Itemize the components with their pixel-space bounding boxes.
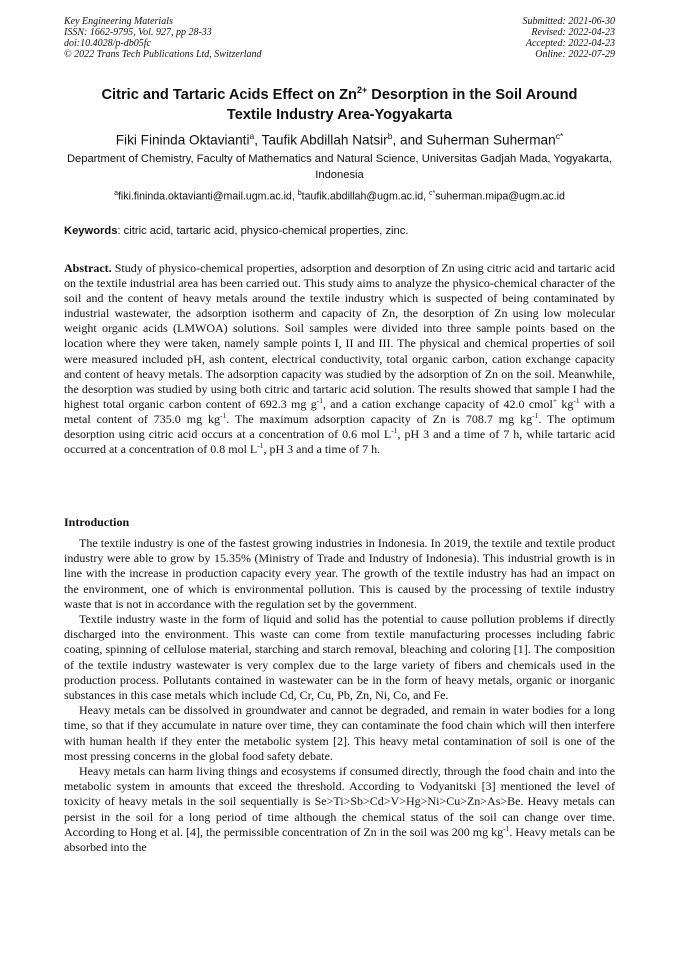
paper-title — [64, 80, 615, 125]
email-link[interactable]: taufik.abdillah@ugm.ac.id, — [301, 190, 429, 203]
submission-dates — [523, 16, 616, 60]
abstract-text: . The maximum adsorption capacity of Zn is 708.7 mg kg — [226, 411, 533, 426]
introduction-body — [64, 536, 615, 855]
title-part-2: Desorption in the Soil Around — [367, 86, 578, 103]
abstract-sup: -1 — [220, 410, 227, 420]
journal-info — [64, 16, 262, 60]
keywords-label: Keywords — [64, 225, 118, 237]
email-mark: c* — [428, 190, 436, 197]
paragraph-text: . Heavy metals can be absorbed into the — [64, 824, 616, 855]
abstract-text: Study of physico-chemical properties, adsorption and desorption of Zn using citric acid and tartaric acid on the textile industrial area has been carried out. This study aims to analyze the physico-chemical character of the soil and the content of heavy metals around the textile industry which is suspected of being contaminated by industrial wastewater, the adsorption isotherm and capacity of Zn, the desorption of Zn using low molecular weight organic acids (LMWOA) solutions. Soil samples were divided into three sample points based on the location where they were taken, namely sample points I, II and III. The physical and chemical properties of soil were measured included pH, ash content, electrical conductivity, total organic carbon, cation exchange capacity and content of heavy metals. The adsorption capacity was studied by the adsorption of Zn on the soil. Meanwhile, the desorption was studied by using both citric and tartaric acid solution. The results showed that sample I had the highest total organic carbon content of 692.3 mg g — [64, 261, 615, 411]
paragraph — [64, 764, 615, 855]
abstract-text: , pH 3 and a time of 7 h. — [263, 442, 381, 457]
journal-header — [64, 16, 615, 60]
paragraph-sup: -1 — [503, 823, 510, 833]
paragraph: The textile industry is one of the fastest growing industries in Indonesia. In 2019, the textile and textile product industry were able to grow by 15.35% (Ministry of Trade and Industry of Indonesia). This industrial growth is in line with the increase in production capacity every year. The growth of the textile industry has had an impact on the environment, one of which is environmental pollution. This is caused by the processing of textile industry waste that is not in accordance with the regulation set by the government. — [64, 536, 615, 611]
date-revised: Revised: 2022-04-23 — [531, 27, 615, 38]
abstract-sup: -1 — [573, 395, 580, 405]
affiliation: Department of Chemistry, Faculty of Mathematics and Natural Science, Universitas Gadjah Mada, Yogyakarta, Indonesia — [66, 153, 613, 181]
abstract-text: , and a cation exchange capacity of 42.0 cmol — [322, 396, 553, 411]
abstract-text: . The optimum desorption using citric acid occurs at a concentration of 0.6 mol L — [64, 411, 615, 442]
date-submitted: Submitted: 2021-06-30 — [522, 16, 615, 27]
email-link[interactable]: fiki.fininda.oktavianti@mail.ugm.ac.id, — [117, 190, 298, 203]
paragraph: Textile industry waste in the form of liquid and solid has the potential to cause pollution problems if directly discharged into the environment. This waste can come from textile manufacturing processes including fabric coating, spinning of cellulose material, starching and starch removal, bleaching and coloring [1]. The composition of the textile industry wastewater is very complex due to the large variety of fibers and chemicals used in the production process. Pollutants contained in wastewater can be in the form of heavy metals, organic or inorganic substances in this case metals which include Cd, Cr, Cu, Pb, Zn, Ni, Co, and Fe. — [64, 612, 615, 703]
keywords-text: : citric acid, tartaric acid, physico-chemical properties, zinc. — [117, 225, 409, 237]
abstract-label: Abstract. — [64, 261, 112, 275]
section-heading-introduction: Introduction — [64, 515, 130, 529]
paragraph-text: Heavy metals can harm living things and ecosystems if consumed directly, through the food chain and into the metabolic system in amounts that exceed the threshold. According to Vodyanitski [3] mentioned the level of toxicity of heavy metals in the soil sequentially is Se>Ti>Sb>Cd>V>Hg>Ni>Cu>Zn>As>Be. Heavy metals can persist in the soil for a long period of time although the chemical status of the soil can change over time. According to Hong et al. [4], the permissible concentration of Zn in the soil was 200 mg kg — [64, 764, 615, 839]
journal-doi: doi:10.4028/p-db05fc — [64, 38, 151, 49]
abstract-text: with a metal content of 735.0 mg kg — [64, 396, 615, 426]
author-emails — [64, 187, 615, 204]
title-line-2: Textile Industry Area-Yogyakarta — [226, 106, 453, 123]
author-list — [64, 127, 615, 150]
paragraph: Heavy metals can be dissolved in groundwater and cannot be degraded, and remain in water bodies for a long time, so that if they accumulate in nature over time, they can contaminate the food chain which will then interfere with human health if they enter the metabolic system [2]. This heavy metal contamination of soil is one of the most pressing concerns in the global food safety debate. — [64, 703, 615, 763]
email-link[interactable]: suherman.mipa@ugm.ac.id — [435, 190, 565, 203]
email-mark: b — [297, 190, 302, 197]
abstract — [64, 261, 615, 457]
journal-issn: ISSN: 1662-9795, Vol. 927, pp 28-33 — [64, 27, 212, 38]
abstract-text: , pH 3 and a time of 7 h, while tartaric acid occurred at a concentration of 0.8 mol L — [64, 427, 616, 457]
email-mark: a — [114, 190, 118, 197]
abstract-text: kg — [557, 396, 574, 411]
abstract-sup: + — [552, 395, 558, 405]
title-superscript: 2+ — [356, 85, 368, 95]
abstract-sup: -1 — [316, 395, 323, 405]
author-name: Fiki Fininda Oktavianti — [115, 132, 250, 148]
title-part-1: Citric and Tartaric Acids Effect on Zn — [101, 86, 357, 103]
keywords — [64, 224, 615, 238]
author-mark: a — [249, 131, 255, 141]
author-name: Taufik Abdillah Natsir — [261, 132, 388, 148]
abstract-sup: -1 — [391, 426, 398, 436]
author-separator: , — [254, 132, 262, 148]
author-name: Suherman Suherman — [426, 132, 556, 148]
abstract-sup: -1 — [532, 410, 539, 420]
abstract-sup: -1 — [257, 441, 264, 451]
author-mark: b — [387, 131, 393, 141]
date-online: Online: 2022-07-29 — [535, 49, 615, 60]
journal-copyright: © 2022 Trans Tech Publications Ltd, Switzerland — [64, 49, 262, 60]
date-accepted: Accepted: 2022-04-23 — [525, 38, 615, 49]
journal-name: Key Engineering Materials — [64, 16, 173, 27]
author-mark: c* — [555, 131, 564, 141]
author-separator: , and — [392, 132, 427, 148]
